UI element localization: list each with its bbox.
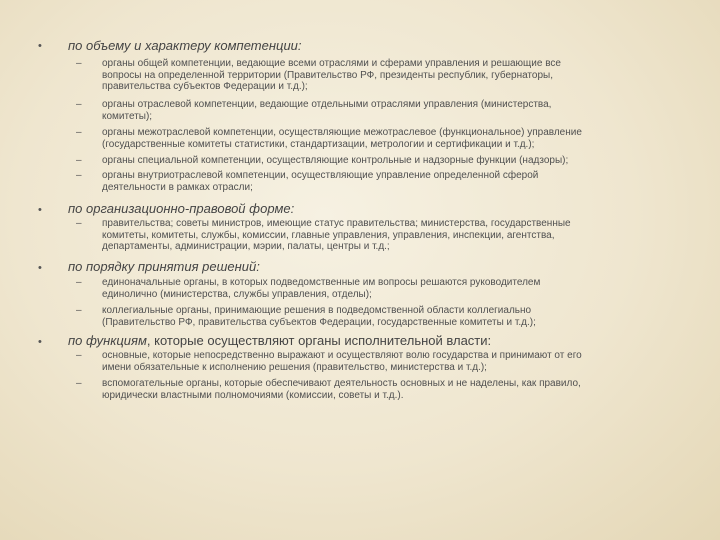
list-item-text: органы отраслевой компетенции, ведающие отдельными отраслями управления (министерства, комитеты); (102, 99, 552, 122)
heading-normal-text: , которые осуществляют органы исполнительной власти: (146, 333, 492, 348)
list-item-text: органы общей компетенции, ведающие всеми отраслями и сферами управления и решающие все вопросы на определенной территории (Правительство РФ, президенты республик, губернаторы, правительства субъектов Федерации и т.д.); (102, 58, 561, 92)
dash-marker: – (76, 155, 82, 166)
list-item-text: единоначальные органы, в которых подведомственные им вопросы решаются руководителем единолично (министерства, службы управления, отделы); (102, 277, 541, 300)
dash-marker: – (76, 305, 82, 316)
dash-marker: – (76, 127, 82, 138)
bullet-marker: • (38, 40, 42, 52)
bullet-marker: • (38, 336, 42, 348)
list-item-text: вспомогательные органы, которые обеспечивают деятельность основных и не наделены, как правило, юридически властными полномочиями (комиссии, советы и т.д.). (102, 378, 581, 401)
dash-marker: – (76, 277, 82, 288)
list-item-text: коллегиальные органы, принимающие решения в подведомственной области коллегиально (Правительство РФ, правительства субъектов Федерации, государственные комитеты и т.д.); (102, 305, 536, 328)
bullet-marker: • (38, 204, 42, 216)
heading-italic-text: по организационно-правовой форме: (68, 201, 295, 216)
dash-marker: – (76, 218, 82, 229)
heading-italic-text: по функциям (68, 333, 147, 348)
dash-marker: – (76, 378, 82, 389)
section-heading (68, 201, 294, 217)
section-heading (68, 259, 260, 275)
dash-marker: – (76, 58, 82, 69)
section-heading (68, 333, 491, 349)
list-item-text: органы специальной компетенции, осуществляющие контрольные и надзорные функции (надзоры); (102, 155, 569, 166)
list-item-text: органы внутриотраслевой компетенции, осуществляющие управление определенной сферой деятельности в рамках отрасли; (102, 170, 539, 193)
heading-italic-text: по порядку принятия решений: (68, 259, 260, 274)
list-item-text: правительства; советы министров, имеющие статус правительства; министерства, государственные комитеты, комитеты, службы, комиссии, главные управления, управления, инспекции, агентства, департаменты, администрации, мэрии, палаты, центры и т.д.; (102, 218, 571, 252)
dash-marker: – (76, 99, 82, 110)
dash-marker: – (76, 350, 82, 361)
list-item-text: основные, которые непосредственно выражают и осуществляют волю государства и принимают от его имени обязательные к исполнению решения (правительство, министерства и т.д.); (102, 350, 582, 373)
section-heading (68, 38, 302, 54)
bullet-marker: • (38, 262, 42, 274)
dash-marker: – (76, 170, 82, 181)
heading-italic-text: по объему и характеру компетенции: (68, 38, 302, 53)
list-item-text: органы межотраслевой компетенции, осуществляющие межотраслевое (функциональное) управление (государственные комитеты статистики, стандартизации, метрологии и сертификации и т.д.); (102, 127, 582, 150)
